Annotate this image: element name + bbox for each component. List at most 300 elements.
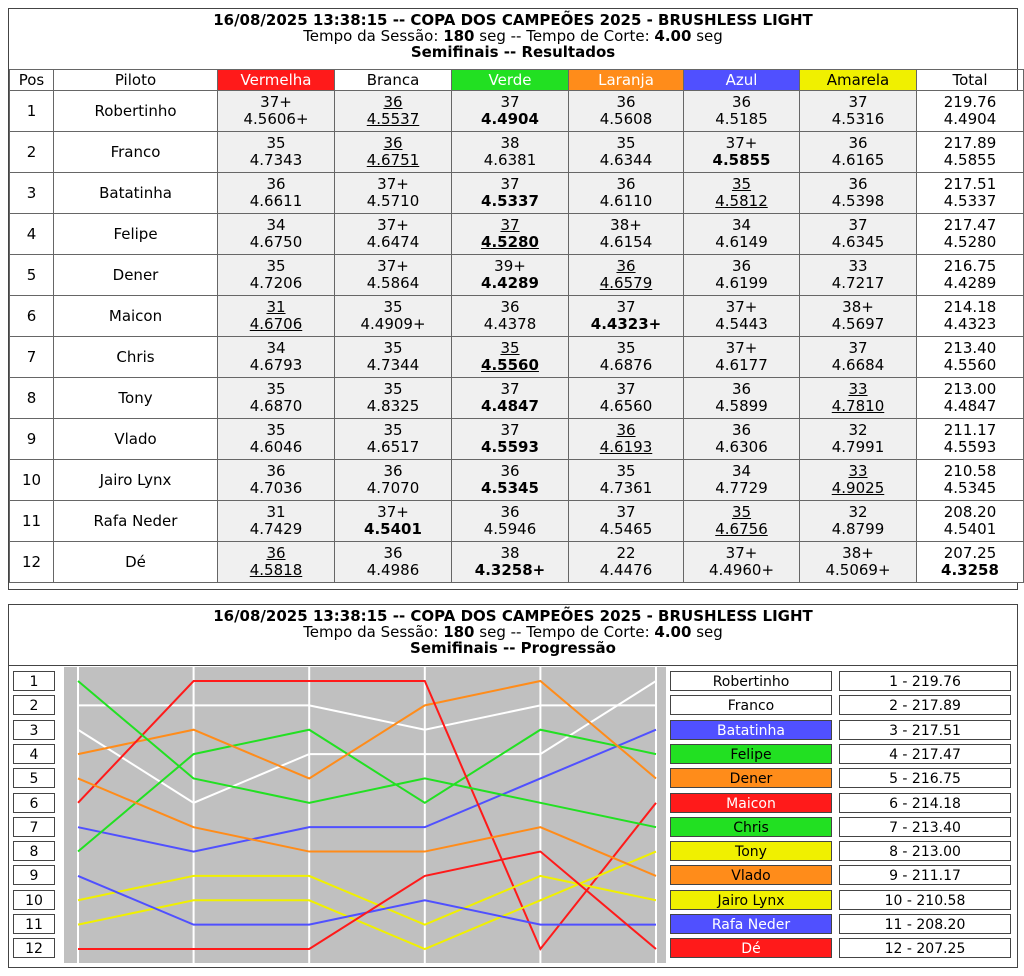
best-lap: 4.6579 [599,274,653,292]
lap-count: 37 [616,503,636,521]
row-pos: 2 [10,132,54,173]
lap-count: 37 [616,298,636,316]
row-pilot: Dé [54,542,218,583]
lap-cell [218,542,335,583]
lap-count: 37+ [725,544,758,562]
row-pilot: Dener [54,255,218,296]
lap-count: 35 [266,134,286,152]
lap-count: 35 [383,421,403,439]
row-pilot: Tony [54,378,218,419]
row-pilot: Rafa Neder [54,501,218,542]
total-best-lap: 4.5280 [943,233,997,251]
best-lap: 4.6517 [366,438,420,456]
lap-cell [800,214,917,255]
lap-count: 37 [500,175,520,193]
best-lap: 4.5946 [483,520,537,538]
lap-cell [684,337,800,378]
row-pos: 10 [10,460,54,501]
row-pos: 4 [10,214,54,255]
best-lap: 4.5818 [249,561,303,579]
lap-cell [452,419,569,460]
lap-cell [800,337,917,378]
best-lap: 4.5606+ [243,110,309,128]
lap-count: 36 [266,175,286,193]
lap-cell [569,337,684,378]
standing-result: 1 - 219.76 [839,671,1011,691]
best-lap: 4.5465 [599,520,653,538]
lap-cell [335,91,452,132]
best-lap: 4.5537 [366,110,420,128]
lap-count: 36 [731,93,752,111]
standing-result: 4 - 217.47 [839,744,1011,764]
lap-count: 37+ [377,216,409,234]
standing-pilot: Robertinho [670,671,832,691]
row-total [917,460,1024,501]
standing-result: 9 - 211.17 [839,865,1011,885]
lap-cell [684,296,800,337]
standing-pilot: Franco [670,695,832,715]
total-score: 207.25 [943,544,997,562]
total-score: 213.40 [943,339,997,357]
best-lap: 4.4847 [481,397,539,415]
lap-cell [335,132,452,173]
row-total [917,542,1024,583]
row-total [917,419,1024,460]
lap-count: 35 [266,380,286,398]
best-lap: 4.8325 [366,397,420,415]
lap-count: 36 [383,93,403,111]
total-best-lap: 4.5337 [943,192,997,210]
total-best-lap: 4.5560 [943,356,997,374]
session-info: Tempo da Sessão: 180 seg -- Tempo de Corte: 4.00 seg [303,27,723,45]
total-score: 211.17 [943,421,997,439]
row-total [917,501,1024,542]
total-score: 213.00 [943,380,997,398]
best-lap: 4.6684 [831,356,885,374]
row-pilot: Felipe [54,214,218,255]
row-total [917,378,1024,419]
standing-pilot: Rafa Neder [670,914,832,934]
total-score: 219.76 [943,93,997,111]
lap-cell [684,501,800,542]
best-lap: 4.5560 [481,356,539,374]
best-lap: 4.8799 [831,520,885,538]
lap-count: 33 [848,462,868,480]
standing-pilot: Batatinha [670,720,832,740]
row-pilot: Vlado [54,419,218,460]
best-lap: 4.5864 [366,274,420,292]
lap-count: 35 [266,257,286,275]
standing-result: 11 - 208.20 [839,914,1011,934]
lap-count: 35 [616,339,636,357]
lap-cell [800,173,917,214]
lap-cell [684,91,800,132]
lap-cell [569,378,684,419]
best-lap: 4.5316 [831,110,885,128]
best-lap: 4.6110 [599,192,653,210]
best-lap: 4.4476 [599,561,653,579]
best-lap: 4.5337 [481,192,539,210]
lap-cell [569,501,684,542]
lap-cell [452,132,569,173]
lap-count: 36 [500,298,520,316]
lap-cell [335,460,452,501]
progression-header [9,605,1017,656]
lap-count: 31 [266,503,286,521]
col-lane-0: Vermelha [218,70,335,91]
lap-count: 37 [848,93,868,111]
standing-pilot: Tony [670,841,832,861]
lap-count: 34 [266,339,286,357]
lap-count: 36 [731,257,752,275]
lap-count: 37+ [725,134,758,152]
col-pos: Pos [10,70,54,91]
lap-count: 36 [731,380,752,398]
standing-result: 10 - 210.58 [839,890,1011,910]
lap-count: 37 [848,216,868,234]
lap-count: 33 [848,380,868,398]
standing-result: 5 - 216.75 [839,768,1011,788]
best-lap: 4.4323+ [590,315,662,333]
lap-count: 34 [731,216,752,234]
lap-cell [335,419,452,460]
results-header-row [10,70,1024,91]
lap-cell [452,173,569,214]
best-lap: 4.5593 [481,438,539,456]
lap-cell [452,255,569,296]
standing-result: 6 - 214.18 [839,793,1011,813]
best-lap: 4.6756 [715,520,768,538]
row-pilot: Jairo Lynx [54,460,218,501]
row-pos: 3 [10,173,54,214]
lap-count: 35 [383,298,403,316]
lap-cell [218,91,335,132]
lap-cell [569,173,684,214]
lap-cell [684,173,800,214]
table-row [10,460,1024,501]
standing-result: 2 - 217.89 [839,695,1011,715]
lap-cell [684,460,800,501]
table-row [10,132,1024,173]
lap-cell [684,214,800,255]
row-pos: 12 [10,542,54,583]
position-label: 11 [13,914,55,934]
lap-count: 36 [383,544,403,562]
total-best-lap: 4.4847 [943,397,997,415]
row-pilot: Maicon [54,296,218,337]
lap-cell [569,460,684,501]
row-pos: 7 [10,337,54,378]
lap-cell [335,378,452,419]
lap-cell [452,542,569,583]
standing-pilot: Dé [670,938,832,958]
results-panel [8,8,1018,590]
best-lap: 4.6474 [366,233,420,251]
best-lap: 4.5855 [712,151,771,169]
lap-count: 36 [616,257,636,275]
lap-cell [218,378,335,419]
best-lap: 4.6193 [599,438,653,456]
best-lap: 4.4378 [483,315,537,333]
lap-count: 35 [731,503,752,521]
best-lap: 4.5608 [599,110,653,128]
position-label: 2 [13,695,55,715]
table-row [10,501,1024,542]
lap-cell [335,173,452,214]
best-lap: 4.5280 [481,233,539,251]
best-lap: 4.6046 [249,438,303,456]
lap-cell [800,542,917,583]
best-lap: 4.4904 [481,110,539,128]
progression-subtitle: Semifinais -- Progressão [410,639,616,657]
lap-count: 37+ [725,298,758,316]
progression-panel [8,604,1018,968]
best-lap: 4.5697 [831,315,885,333]
lap-count: 36 [500,503,520,521]
event-title-2: 16/08/2025 13:38:15 -- COPA DOS CAMPEÕES 2025 - BRUSHLESS LIGHT [213,607,813,625]
best-lap: 4.6306 [715,438,768,456]
best-lap: 4.6149 [715,233,768,251]
lap-count: 36 [383,462,403,480]
best-lap: 4.9025 [831,479,885,497]
best-lap: 4.7217 [831,274,885,292]
total-score: 216.75 [943,257,997,275]
lap-cell [684,255,800,296]
best-lap: 4.6199 [715,274,768,292]
row-total [917,337,1024,378]
standing-result: 8 - 213.00 [839,841,1011,861]
best-lap: 4.6165 [831,151,885,169]
total-best-lap: 4.4323 [943,315,997,333]
lap-count: 37 [500,380,520,398]
position-label: 7 [13,817,55,837]
row-total [917,214,1024,255]
table-row [10,255,1024,296]
lap-count: 37+ [377,503,409,521]
row-pilot: Robertinho [54,91,218,132]
best-lap: 4.7810 [831,397,885,415]
lap-count: 37 [500,421,520,439]
lap-count: 37+ [377,257,409,275]
position-label: 4 [13,744,55,764]
lap-count: 37 [500,216,520,234]
lap-count: 22 [616,544,636,562]
lap-cell [452,91,569,132]
lap-cell [335,337,452,378]
lap-count: 36 [616,93,636,111]
lap-count: 36 [266,462,286,480]
row-pos: 8 [10,378,54,419]
row-pos: 6 [10,296,54,337]
best-lap: 4.7344 [366,356,420,374]
best-lap: 4.6751 [366,151,420,169]
lap-cell [452,214,569,255]
lap-count: 36 [848,175,868,193]
best-lap: 4.7206 [249,274,303,292]
best-lap: 4.7070 [366,479,420,497]
lap-cell [569,91,684,132]
best-lap: 4.5443 [715,315,768,333]
lap-cell [569,214,684,255]
lap-cell [218,255,335,296]
lap-cell [800,296,917,337]
best-lap: 4.6793 [249,356,303,374]
position-label: 8 [13,841,55,861]
position-label: 3 [13,720,55,740]
lap-cell [335,214,452,255]
best-lap: 4.6345 [831,233,885,251]
table-row [10,173,1024,214]
lap-count: 36 [731,421,752,439]
lap-cell [452,378,569,419]
best-lap: 4.5185 [715,110,768,128]
best-lap: 4.3258+ [474,561,546,579]
lap-count: 34 [731,462,752,480]
total-best-lap: 4.5855 [943,151,997,169]
lap-count: 31 [266,298,286,316]
best-lap: 4.6870 [249,397,303,415]
best-lap: 4.7343 [249,151,303,169]
lap-cell [800,501,917,542]
standing-result: 7 - 213.40 [839,817,1011,837]
best-lap: 4.4909+ [360,315,426,333]
lap-count: 36 [500,462,520,480]
standing-pilot: Maicon [670,793,832,813]
best-lap: 4.6876 [599,356,653,374]
lap-cell [335,296,452,337]
best-lap: 4.4960+ [708,561,775,579]
lap-count: 36 [266,544,286,562]
standing-result: 12 - 207.25 [839,938,1011,958]
lap-cell [569,296,684,337]
total-score: 210.58 [943,462,997,480]
lap-cell [335,501,452,542]
total-score: 217.89 [943,134,997,152]
row-pos: 5 [10,255,54,296]
table-row [10,378,1024,419]
lap-cell [684,132,800,173]
position-label: 6 [13,793,55,813]
lap-count: 37 [848,339,868,357]
lap-count: 36 [616,421,636,439]
best-lap: 4.5069+ [825,561,891,579]
best-lap: 4.5710 [366,192,420,210]
best-lap: 4.7036 [249,479,303,497]
total-score: 217.51 [943,175,997,193]
lap-cell [569,542,684,583]
lap-count: 35 [383,380,403,398]
lap-cell [684,419,800,460]
best-lap: 4.6706 [249,315,303,333]
total-best-lap: 4.4904 [943,110,997,128]
row-total [917,173,1024,214]
lap-count: 34 [266,216,286,234]
lap-count: 35 [616,462,636,480]
col-total: Total [917,70,1024,91]
row-total [917,91,1024,132]
lap-count: 36 [383,134,403,152]
col-lane-2: Verde [452,70,569,91]
progression-chart [64,667,666,963]
position-label: 5 [13,768,55,788]
total-best-lap: 4.5401 [943,520,997,538]
col-lane-3: Laranja [569,70,684,91]
total-best-lap: 4.4289 [943,274,997,292]
row-pilot: Batatinha [54,173,218,214]
lap-cell [452,337,569,378]
event-title: 16/08/2025 13:38:15 -- COPA DOS CAMPEÕES 2025 - BRUSHLESS LIGHT [213,11,813,29]
total-score: 208.20 [943,503,997,521]
standing-pilot: Jairo Lynx [670,890,832,910]
best-lap: 4.7729 [715,479,768,497]
col-lane-4: Azul [684,70,800,91]
best-lap: 4.6154 [599,233,653,251]
lap-cell [218,419,335,460]
best-lap: 4.6611 [249,192,303,210]
lap-count: 35 [616,134,636,152]
lap-cell [218,173,335,214]
lap-cell [452,296,569,337]
lap-count: 33 [848,257,868,275]
lap-cell [218,460,335,501]
lap-count: 32 [848,503,868,521]
best-lap: 4.5345 [481,479,539,497]
total-score: 217.47 [943,216,997,234]
standing-pilot: Vlado [670,865,832,885]
row-pos: 11 [10,501,54,542]
lap-cell [218,296,335,337]
table-row [10,214,1024,255]
lap-cell [569,255,684,296]
lap-count: 37 [500,93,520,111]
best-lap: 4.7991 [831,438,885,456]
table-row [10,91,1024,132]
position-label: 1 [13,671,55,691]
table-row [10,419,1024,460]
lap-count: 38+ [842,298,874,316]
position-label: 9 [13,865,55,885]
lap-count: 35 [266,421,286,439]
lap-cell [684,542,800,583]
lap-cell [335,542,452,583]
row-pos: 1 [10,91,54,132]
row-total [917,255,1024,296]
lap-cell [218,501,335,542]
lap-cell [684,378,800,419]
position-label: 10 [13,890,55,910]
lap-cell [218,337,335,378]
lap-cell [569,419,684,460]
lap-cell [452,501,569,542]
lap-count: 37+ [260,93,292,111]
row-pos: 9 [10,419,54,460]
lap-count: 38+ [842,544,874,562]
lap-cell [800,132,917,173]
lap-count: 36 [616,175,636,193]
lap-cell [800,378,917,419]
position-label: 12 [13,938,55,958]
row-total [917,296,1024,337]
lap-count: 36 [848,134,868,152]
lap-cell [335,255,452,296]
results-header [9,9,1017,60]
total-best-lap: 4.3258 [941,561,999,579]
results-table [9,69,1024,583]
best-lap: 4.5401 [364,520,422,538]
best-lap: 4.6750 [249,233,303,251]
lap-cell [800,419,917,460]
best-lap: 4.6177 [715,356,768,374]
